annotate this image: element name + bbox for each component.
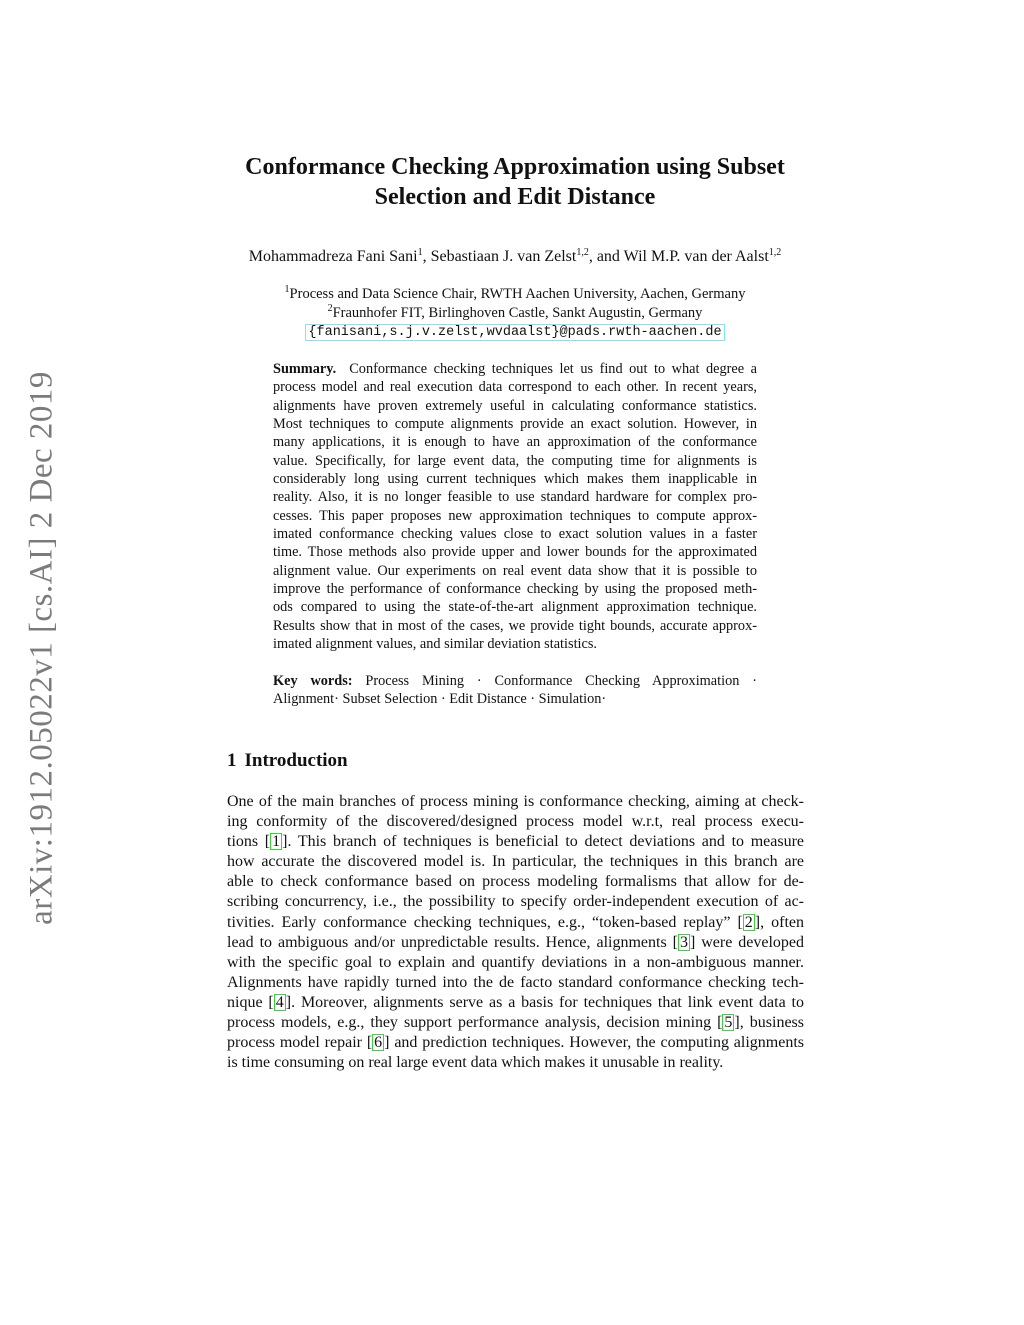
keywords [273, 672, 757, 709]
keywords-label: Key words: [273, 673, 353, 689]
affiliation-1-text: Process and Data Science Chair, RWTH Aachen University, Aachen, Germany [289, 286, 746, 302]
author-2: Sebastiaan J. van Zelst [430, 248, 577, 265]
body-line: tivities. Early conformance checking techniques, e.g., “token-based replay” [ 2 ], often [227, 913, 804, 931]
keywords-line-2: Alignment· Subset Selection · Edit Distance · Simulation· [273, 691, 607, 708]
body-text: were developed [695, 933, 804, 951]
abstract-line: cesses. This paper proposes new approximation techniques to compute approx- [273, 507, 757, 524]
author-list [150, 248, 880, 266]
body-line: nique [ 4 ]. Moreover, alignments serve as a basis for techniques that link event data to [227, 993, 804, 1011]
affiliation-2-mark: 2 [327, 302, 333, 314]
abstract-line-text: Conformance checking techniques let us find out to what degree a [349, 361, 757, 377]
abstract-line: reality. Also, it is no longer feasible to use standard hardware for complex pro- [273, 489, 757, 506]
affiliation-2-text: Fraunhofer FIT, Birlinghoven Castle, Sankt Augustin, Germany [332, 304, 703, 321]
author-3-affil: 1,2 [768, 247, 782, 258]
affiliations [200, 285, 830, 341]
abstract-line: considerably long using current techniques which makes them inapplicable in [273, 471, 757, 488]
arxiv-identifier: arXiv:1912.05022v1 [cs.AI] 2 Dec 2019 [23, 371, 60, 925]
body-line: Alignments have rapidly turned into the de facto standard conformance checking tech- [227, 973, 804, 991]
body-line: process models, e.g., they support performance analysis, decision mining [ 5 ], business [227, 1014, 804, 1032]
keywords-text-1: Process Mining · Conformance Checking Approximation · [365, 673, 757, 689]
body-line: process model repair [ 6 ] and prediction techniques. However, the computing alignments [227, 1034, 804, 1052]
abstract-line: improve the performance of conformance checking by using the proposed meth- [273, 581, 757, 598]
body-text: tions [227, 833, 265, 851]
body-line: tions [ 1 ]. This branch of techniques is beneficial to detect deviations and to measure [227, 833, 804, 851]
author-1: Mohammadreza Fani Sani [248, 248, 418, 265]
author-2-affil: 1,2 [576, 247, 589, 258]
abstract [273, 360, 757, 654]
abstract-line: Most techniques to compute alignments provide an exact solution. However, in [273, 416, 757, 433]
body-text: . Moreover, alignments serve as a basis for techniques that link event data to [291, 993, 804, 1011]
body-line: ing conformity of the discovered/designed process model w.r.t, real process execu- [227, 813, 804, 831]
abstract-line: imated conformance checking values close to exact solution values in a faster [273, 526, 757, 543]
affiliation-2 [200, 304, 830, 323]
body-text: and prediction techniques. However, the computing alignments [389, 1034, 804, 1052]
section-title: Introduction [244, 750, 348, 771]
abstract-line: ods compared to using the state-of-the-art alignment approximation technique. [273, 599, 757, 616]
title-line-2: Selection and Edit Distance [374, 184, 656, 210]
body-text: process models, e.g., they support performance analysis, decision mining [227, 1014, 718, 1032]
body-line: how accurate the discovered model is. In particular, the techniques in this branch are [227, 853, 804, 871]
body-line: lead to ambiguous and/or unpredictable results. Hence, alignments [ 3 ] were developed [227, 933, 804, 951]
citation-link[interactable]: 2 [744, 913, 753, 931]
body-text: , often [760, 913, 804, 931]
section-number: 1 [227, 750, 237, 771]
abstract-line: Results show that in most of the cases, we provide tight bounds, accurate approx- [273, 617, 757, 634]
body-text: nique [227, 993, 269, 1011]
body-text: lead to ambiguous and/or unpredictable results. Hence, alignments [227, 933, 673, 951]
citation-link[interactable]: 6 [374, 1034, 383, 1052]
abstract-line: time. Those methods also provide upper and lower bounds for the approximated [273, 544, 757, 561]
body-line: able to check conformance based on process modeling formalisms that allow for de- [227, 873, 804, 891]
intro-paragraph [227, 792, 804, 1073]
affiliation-1-mark: 1 [284, 284, 290, 295]
title-line-1: Conformance Checking Approximation using Subset [245, 154, 785, 180]
body-text: process model repair [227, 1034, 367, 1052]
paper-title [200, 152, 830, 212]
citation-link[interactable]: 4 [275, 993, 284, 1011]
author-separator: , and [588, 248, 624, 265]
abstract-line: process model and real execution data correspond to each other. In recent years, [273, 379, 757, 396]
author-3: Wil M.P. van der Aalst [623, 248, 769, 265]
citation-link[interactable]: 5 [724, 1014, 733, 1032]
body-line: with the specific goal to explain and quantify deviations in a non-ambiguous manner. [227, 953, 804, 971]
body-line: scribing concurrency, i.e., the possibility to specify order-independent execution of ac- [227, 893, 804, 911]
body-line: is time consuming on real large event data which makes it unusable in reality. [227, 1054, 724, 1072]
keywords-line-1 [273, 672, 757, 690]
abstract-line: imated alignment values, and similar deviation statistics. [273, 636, 597, 653]
affiliation-1 [200, 285, 830, 304]
section-heading [227, 750, 348, 772]
author-1-affil: 1 [417, 247, 423, 258]
author-separator: , [422, 248, 431, 265]
citation-link[interactable]: 1 [272, 833, 281, 851]
citation-link[interactable]: 3 [679, 933, 688, 951]
arxiv-sidebar [12, 368, 72, 928]
abstract-line: alignment value. Our experiments on real event data show that it is possible to [273, 562, 757, 579]
email-link[interactable]: {fanisani,s.j.v.zelst,wvdaalst}@pads.rwth-aachen.de [305, 324, 724, 341]
abstract-line [273, 360, 757, 378]
body-text: , business [739, 1014, 804, 1032]
abstract-label: Summary. [273, 361, 337, 377]
body-text: tivities. Early conformance checking techniques, e.g., “token-based replay” [227, 913, 738, 931]
body-text: . This branch of techniques is beneficial to detect deviations and to measure [287, 833, 804, 851]
abstract-line: value. Specifically, for large event data, the computing time for alignments is [273, 452, 757, 469]
abstract-line: many applications, it is enough to have an approximation of the conformance [273, 434, 757, 451]
body-line: One of the main branches of process mining is conformance checking, aiming at check- [227, 793, 804, 810]
abstract-line: alignments have proven extremely useful in calculating conformance statistics. [273, 397, 757, 414]
